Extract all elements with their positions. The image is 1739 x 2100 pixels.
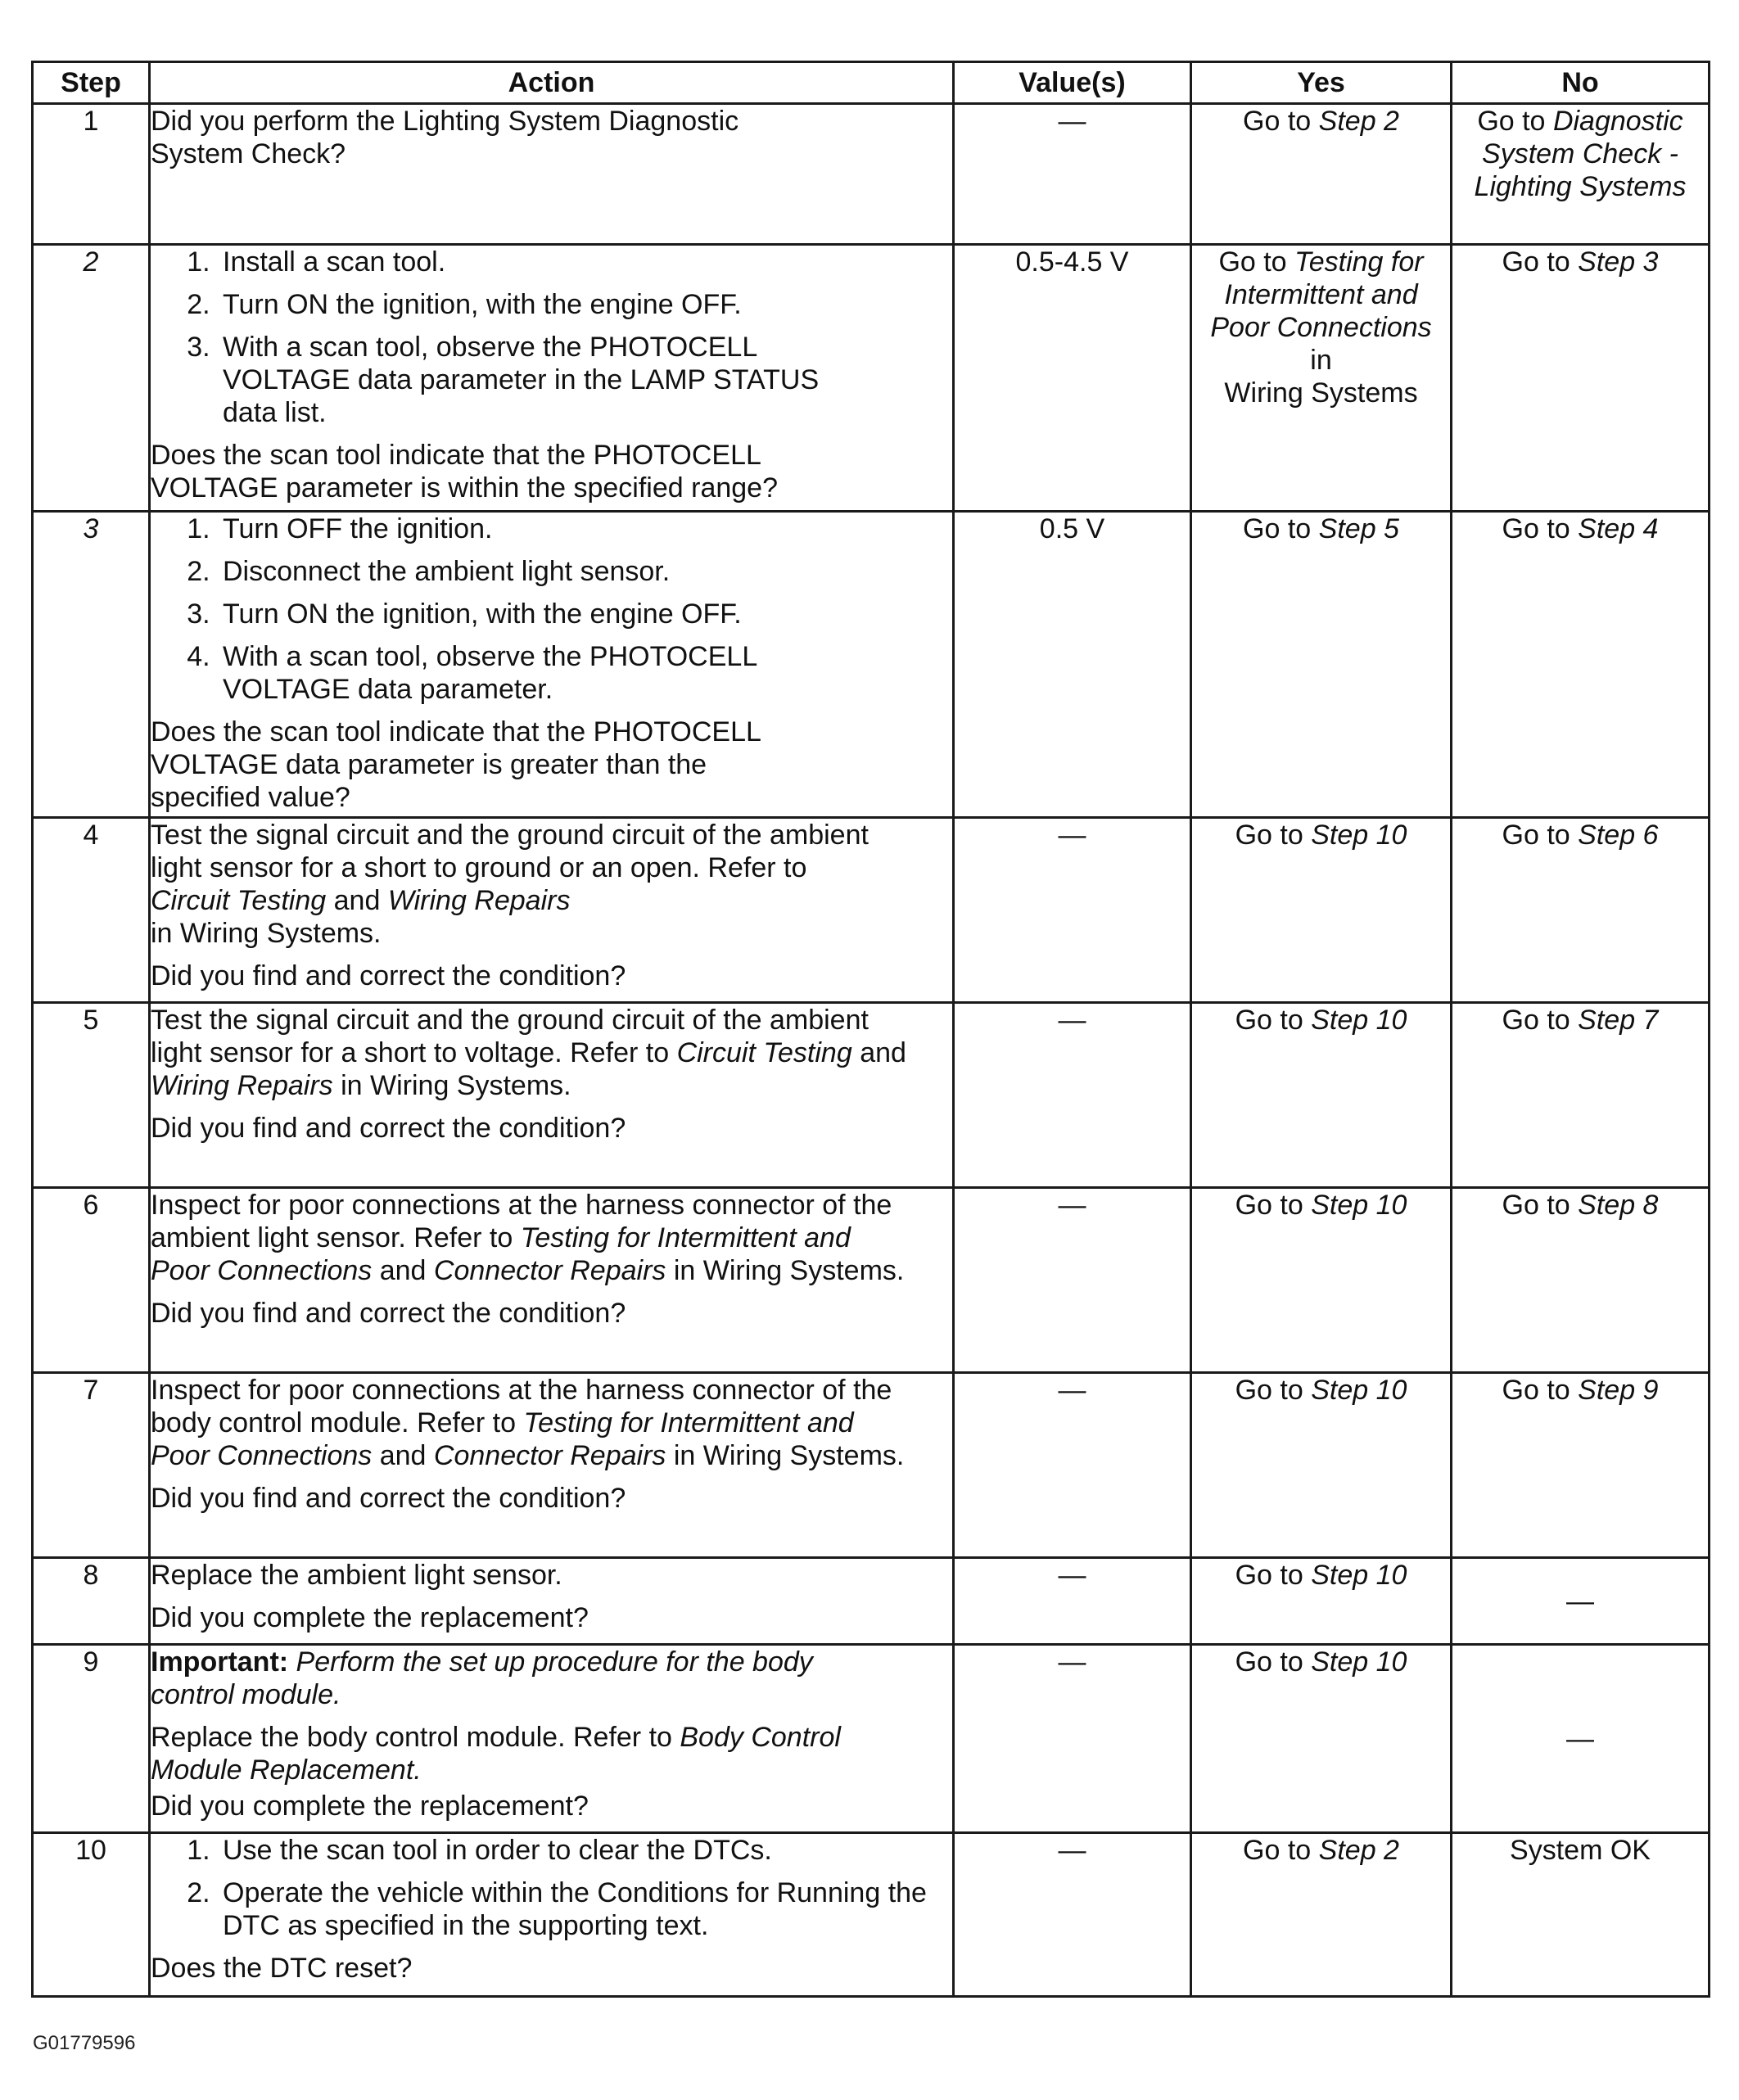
step-number: 3	[33, 512, 150, 818]
no-cell: Go to Step 4	[1452, 512, 1710, 818]
action-text: Inspect for poor connections at the harness connector of the ambient light sensor. Refer to Testing for Intermittent and Poor Connections and Connector Repairs in Wiring Systems. Did you find and correct the condition?	[150, 1188, 954, 1373]
no-cell: —	[1452, 1558, 1710, 1645]
no-cell: —	[1452, 1645, 1710, 1833]
yes-cell: Go to Step 2	[1191, 104, 1452, 245]
procedure-item: 4. With a scan tool, observe the PHOTOCELL VOLTAGE data parameter.	[218, 640, 845, 706]
step-number: 9	[33, 1645, 150, 1833]
action-text: Replace the ambient light sensor. Did you complete the replacement?	[150, 1558, 954, 1645]
action-text	[150, 104, 954, 245]
no-link[interactable]: Step 7	[1578, 1005, 1659, 1036]
figure-id: G01779596	[33, 2032, 136, 2054]
table-row	[33, 1645, 1710, 1833]
procedure-item: 3. With a scan tool, observe the PHOTOCELL VOLTAGE data parameter in the LAMP STATUS data list.	[218, 331, 845, 429]
no-cell: Go to Step 7	[1452, 1003, 1710, 1188]
important-note: Important: Perform the set up procedure for the body control module.	[151, 1646, 813, 1710]
yes-cell: Go to Step 10	[1191, 1003, 1452, 1188]
procedure-item: 1. Install a scan tool.	[218, 246, 952, 278]
connector-repairs-link[interactable]: Connector Repairs	[433, 1440, 666, 1471]
action-text	[150, 245, 954, 512]
no-cell: Go to Step 3	[1452, 245, 1710, 512]
value-cell: 0.5-4.5 V	[954, 245, 1191, 512]
step-number: 10	[33, 1833, 150, 1997]
no-link[interactable]: Step 3	[1578, 246, 1659, 278]
action-question: Did you complete the replacement?	[151, 1791, 589, 1822]
no-link[interactable]: Diagnostic System Check - Lighting Systems	[1474, 106, 1687, 202]
action-question: Did you find and correct the condition?	[151, 960, 626, 991]
step-number: 6	[33, 1188, 150, 1373]
testing-intermittent-link[interactable]: Testing for Intermittent and Poor Connections	[151, 1407, 854, 1471]
procedure-list	[151, 246, 952, 429]
yes-cell: Go to Testing for Intermittent and Poor Connections in Wiring Systems	[1191, 245, 1452, 512]
yes-link[interactable]: Step 10	[1311, 1375, 1407, 1406]
step-number: 1	[33, 104, 150, 245]
no-link[interactable]: Step 4	[1578, 513, 1659, 544]
action-question: Did you find and correct the condition?	[151, 1113, 626, 1144]
yes-cell: Go to Step 5	[1191, 512, 1452, 818]
step-number: 7	[33, 1373, 150, 1558]
action-text	[150, 512, 954, 818]
yes-cell: Go to Step 10	[1191, 1373, 1452, 1558]
header-values: Value(s)	[954, 62, 1191, 104]
table-row	[33, 245, 1710, 512]
header-row	[33, 62, 1710, 104]
procedure-item: 1. Use the scan tool in order to clear the DTCs.	[218, 1834, 952, 1867]
wiring-repairs-link[interactable]: Wiring Repairs	[387, 885, 571, 916]
yes-link[interactable]: Step 10	[1311, 1005, 1407, 1036]
yes-link[interactable]: Step 5	[1318, 513, 1399, 544]
header-no: No	[1452, 62, 1710, 104]
no-link[interactable]: Step 9	[1578, 1375, 1659, 1406]
action-text: Test the signal circuit and the ground circuit of the ambient light sensor for a short to ground or an open. Refer to Circuit Testing and Wiring Repairs in Wiring Systems. Did you find and correct the condition?	[150, 818, 954, 1003]
no-cell: System OK	[1452, 1833, 1710, 1997]
yes-link[interactable]: Step 10	[1311, 820, 1407, 851]
value-cell: —	[954, 1645, 1191, 1833]
yes-link[interactable]: Step 2	[1318, 1835, 1399, 1866]
connector-repairs-link[interactable]: Connector Repairs	[433, 1255, 666, 1286]
procedure-item: 2. Operate the vehicle within the Conditions for Running the DTC as specified in the supporting text.	[218, 1876, 927, 1942]
bcm-replacement-link[interactable]: Body Control Module Replacement.	[151, 1722, 841, 1786]
header-yes: Yes	[1191, 62, 1452, 104]
table-row	[33, 104, 1710, 245]
step-number: 8	[33, 1558, 150, 1645]
value-cell: —	[954, 818, 1191, 1003]
circuit-testing-link[interactable]: Circuit Testing	[151, 885, 327, 916]
yes-link[interactable]: Step 10	[1311, 1560, 1407, 1591]
procedure-item: 2. Turn ON the ignition, with the engine OFF.	[218, 288, 952, 321]
action-question: Did you complete the replacement?	[151, 1602, 589, 1633]
yes-link[interactable]: Step 2	[1318, 106, 1399, 137]
yes-cell: Go to Step 10	[1191, 1645, 1452, 1833]
action-text: Important: Perform the set up procedure for the body control module. Replace the body control module. Refer to Body Control Module Replacement. Did you complete the replacement?	[150, 1645, 954, 1833]
header-step: Step	[33, 62, 150, 104]
table-row	[33, 818, 1710, 1003]
action-question: Does the scan tool indicate that the PHOTOCELL VOLTAGE data parameter is greater than the specified value?	[151, 716, 761, 813]
no-link[interactable]: Step 8	[1578, 1190, 1659, 1221]
table-row	[33, 1833, 1710, 1997]
no-cell: Go to Diagnostic System Check - Lighting Systems	[1452, 104, 1710, 245]
procedure-list	[151, 1834, 952, 1942]
action-question: Did you find and correct the condition?	[151, 1483, 626, 1514]
table-row	[33, 1373, 1710, 1558]
yes-cell: Go to Step 10	[1191, 1558, 1452, 1645]
value-cell: —	[954, 1188, 1191, 1373]
yes-link[interactable]: Step 10	[1311, 1646, 1407, 1678]
no-cell: Go to Step 8	[1452, 1188, 1710, 1373]
testing-intermittent-link[interactable]: Testing for Intermittent and Poor Connections	[151, 1222, 851, 1286]
table-row	[33, 1003, 1710, 1188]
no-link[interactable]: Step 6	[1578, 820, 1659, 851]
yes-link[interactable]: Testing for Intermittent and Poor Connections	[1210, 246, 1432, 343]
diagnostic-table	[31, 61, 1710, 1998]
value-cell: —	[954, 1373, 1191, 1558]
table-row	[33, 1558, 1710, 1645]
yes-cell: Go to Step 2	[1191, 1833, 1452, 1997]
step-number: 5	[33, 1003, 150, 1188]
step-number: 4	[33, 818, 150, 1003]
procedure-item: 2. Disconnect the ambient light sensor.	[218, 555, 952, 588]
header-action: Action	[150, 62, 954, 104]
value-cell: 0.5 V	[954, 512, 1191, 818]
action-text	[150, 1833, 954, 1997]
yes-cell: Go to Step 10	[1191, 818, 1452, 1003]
action-question: Does the DTC reset?	[151, 1953, 413, 1984]
table-row	[33, 512, 1710, 818]
action-question: Did you perform the Lighting System Diagnostic System Check?	[151, 106, 739, 169]
action-text: Test the signal circuit and the ground circuit of the ambient light sensor for a short to voltage. Refer to Circuit Testing and Wiring Repairs in Wiring Systems. Did you find and correct the condition?	[150, 1003, 954, 1188]
procedure-list	[151, 513, 952, 706]
action-text: Inspect for poor connections at the harness connector of the body control module. Refer to Testing for Intermittent and Poor Connections and Connector Repairs in Wiring Systems. Did you find and correct the condition?	[150, 1373, 954, 1558]
action-question: Did you find and correct the condition?	[151, 1298, 626, 1329]
no-cell: Go to Step 6	[1452, 818, 1710, 1003]
value-cell: —	[954, 1003, 1191, 1188]
value-cell: —	[954, 104, 1191, 245]
action-question: Does the scan tool indicate that the PHOTOCELL VOLTAGE parameter is within the specified range?	[151, 440, 778, 504]
step-number: 2	[33, 245, 150, 512]
wiring-repairs-link[interactable]: Wiring Repairs	[151, 1070, 333, 1101]
yes-cell: Go to Step 10	[1191, 1188, 1452, 1373]
circuit-testing-link[interactable]: Circuit Testing	[676, 1037, 852, 1068]
yes-link[interactable]: Step 10	[1311, 1190, 1407, 1221]
table-row	[33, 1188, 1710, 1373]
no-cell: Go to Step 9	[1452, 1373, 1710, 1558]
value-cell: —	[954, 1833, 1191, 1997]
procedure-item: 1. Turn OFF the ignition.	[218, 513, 952, 545]
procedure-item: 3. Turn ON the ignition, with the engine OFF.	[218, 598, 952, 630]
value-cell: —	[954, 1558, 1191, 1645]
